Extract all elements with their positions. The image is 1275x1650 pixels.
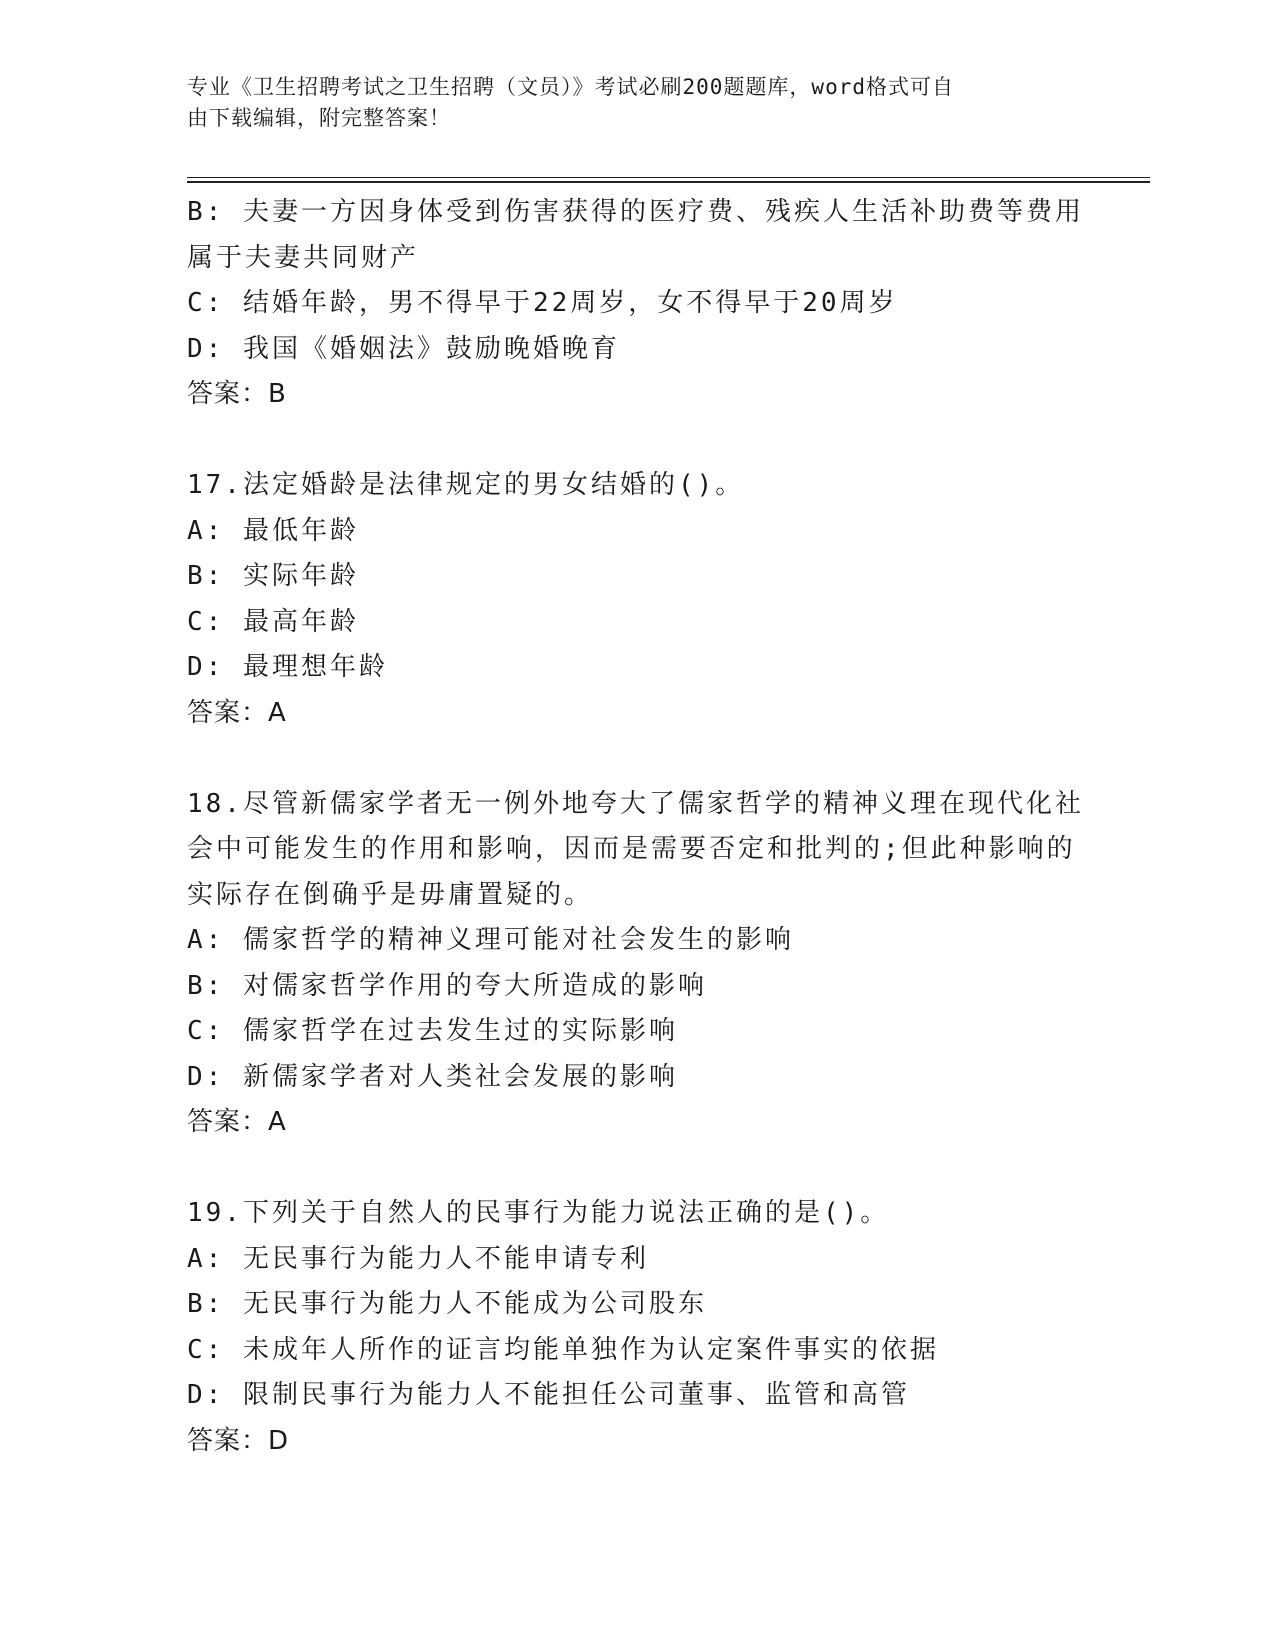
spacer [187, 736, 1087, 782]
question-text: 19.下列关于自然人的民事行为能力说法正确的是()。 [187, 1198, 890, 1228]
option-c: C: 最高年龄 [187, 606, 359, 637]
option-c: C: 结婚年龄，男不得早于22周岁，女不得早于20周岁 [187, 288, 898, 318]
option-d: D: 最理想年龄 [187, 652, 388, 682]
spacer [187, 418, 1087, 464]
spacer [187, 1146, 1087, 1192]
option-d: D: 我国《婚姻法》鼓励晚婚晚育 [187, 333, 620, 364]
question-list [187, 190, 1087, 1464]
answer: 答案：A [187, 697, 287, 728]
header-line-2: 由下载编辑，附完整答案！ [187, 106, 451, 130]
question-16-block [187, 190, 1087, 418]
document-header [187, 72, 1067, 134]
option-d: D: 限制民事行为能力人不能担任公司董事、监管和高管 [187, 1380, 910, 1410]
option-b-line-2: 属于夫妻共同财产 [187, 242, 420, 273]
question-18-block [187, 782, 1087, 1146]
answer: 答案：D [187, 1425, 290, 1456]
answer: 答案：A [187, 1107, 287, 1137]
question-17-block [187, 463, 1087, 736]
header-rule-thin [187, 177, 1150, 178]
option-d: D: 新儒家学者对人类社会发展的影响 [187, 1061, 678, 1092]
question-text-line-2: 会中可能发生的作用和影响，因而是需要否定和批判的;但此种影响的 [187, 834, 1076, 864]
option-a: A: 最低年龄 [187, 515, 359, 546]
question-text: 17.法定婚龄是法律规定的男女结婚的()。 [187, 470, 745, 500]
option-b: B: 无民事行为能力人不能成为公司股东 [187, 1289, 707, 1319]
question-19-block [187, 1191, 1087, 1464]
option-b: B: 对儒家哲学作用的夸大所造成的影响 [187, 970, 707, 1001]
option-a: A: 儒家哲学的精神义理可能对社会发生的影响 [187, 925, 794, 955]
answer: 答案：B [187, 379, 287, 409]
option-b: B: 实际年龄 [187, 561, 359, 591]
question-text-line-3: 实际存在倒确乎是毋庸置疑的。 [187, 879, 594, 910]
option-b-line-1: B: 夫妻一方因身体受到伤害获得的医疗费、残疾人生活补助费等费用 [187, 197, 1084, 227]
header-rule-thick [187, 181, 1150, 183]
option-c: C: 未成年人所作的证言均能单独作为认定案件事实的依据 [187, 1334, 939, 1365]
header-line-1: 专业《卫生招聘考试之卫生招聘（文员）》考试必刷200题题库，word格式可自 [187, 75, 954, 99]
option-c: C: 儒家哲学在过去发生过的实际影响 [187, 1016, 678, 1046]
question-text-line-1: 18.尽管新儒家学者无一例外地夸大了儒家哲学的精神义理在现代化社 [187, 788, 1084, 819]
option-a: A: 无民事行为能力人不能申请专利 [187, 1243, 649, 1274]
